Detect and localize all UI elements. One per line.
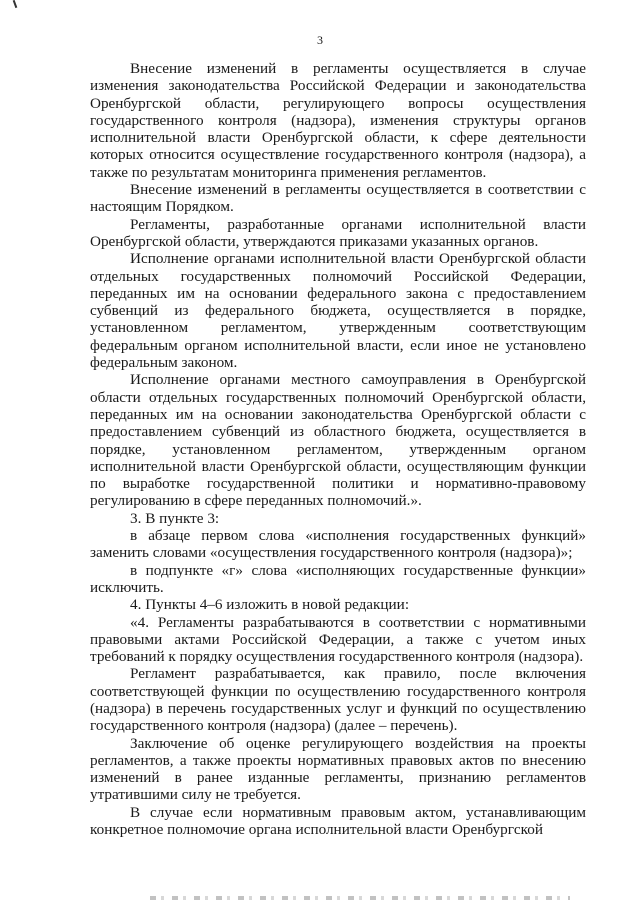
paragraph: Регламенты, разработанные органами исполнительной власти Оренбургской области, утверждаются приказами указанных органов. [90,215,586,250]
paragraph: «4. Регламенты разрабатываются в соответствии с нормативными правовыми актами Российской Федерации, а также с учетом иных требований к порядку осуществления государственного контроля (надзора). [90,613,586,666]
paragraph: в подпункте «г» слова «исполняющих государственные функции» исключить. [90,561,586,596]
paragraph: в абзаце первом слова «исполнения государственных функций» заменить словами «осуществления государственного контроля (надзора)»; [90,527,586,562]
paragraph: Заключение об оценке регулирующего воздействия на проекты регламентов, а также проекты нормативных правовых актов по внесению изменений в ранее изданные регламенты, признанию регламентов утратившими силу не требуется. [90,734,586,804]
page-number: 3 [317,33,323,47]
scan-mark [13,0,18,8]
footer-scan-noise [150,896,570,900]
paragraph: В случае если нормативным правовым актом, устанавливающим конкретное полномочие органа исполнительной власти Оренбургской [90,803,586,839]
document-body [90,60,586,838]
paragraph: Регламент разрабатывается, как правило, после включения соответствующей функции по осуществлению государственного контроля (надзора) в перечень государственных услуг и функций по осуществлению государственного контроля (надзора) (далее – перечень). [90,665,586,735]
paragraph: Исполнение органами местного самоуправления в Оренбургской области отдельных государственных полномочий Оренбургской области, переданных им на основании законодательства Оренбургской области с предоставлением субвенций из областного бюджета, осуществляется в порядке, установленном регламентом, утвержденным органом исполнительной власти Оренбургской области, осуществляющим функции по выработке государственной политики и нормативно-правовому регулированию в сфере переданных полномочий.». [90,371,586,510]
paragraph: 3. В пункте 3: [130,509,220,527]
paragraph: Исполнение органами исполнительной власти Оренбургской области отдельных государственных полномочий Российской Федерации, переданных им на основании федерального закона с предоставлением субвенций из федерального бюджета, осуществляется в порядке, установленном регламентом, утвержденным соответствующим федеральным органом исполнительной власти, если иное не установлено федеральным законом. [90,250,586,372]
paragraph: 4. Пункты 4–6 изложить в новой редакции: [130,596,410,614]
paragraph: Внесение изменений в регламенты осуществляется в случае изменения законодательства Российской Федерации и законодательства Оренбургской области, регулирующего вопросы осуществления государственного контроля (надзора), изменения структуры органов исполнительной власти Оренбургской области, к сфере деятельности которых относится осуществление государственного контроля (надзора), а также по результатам мониторинга применения регламентов. [90,60,586,181]
paragraph: Внесение изменений в регламенты осуществляется в соответствии с настоящим Порядком. [90,181,586,216]
